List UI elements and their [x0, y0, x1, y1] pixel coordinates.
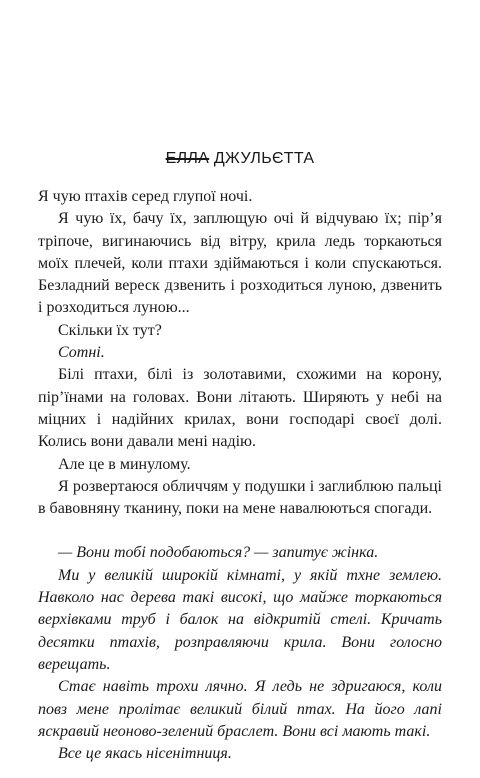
- paragraph: Але це в минулому.: [58, 455, 191, 473]
- chapter-heading: [0, 150, 480, 168]
- paragraph: Сотні.: [58, 344, 105, 362]
- paragraph: Білі птахи, білі із золотавими, схожими на корону, пір’їнами на головах. Вони літають. Ширяють у небі на міцних і надійних крилах, вони господарі своєї долі. Колись вони давали мені надію.: [38, 366, 442, 451]
- section-break: [38, 520, 442, 542]
- struck-name: ЕЛЛА: [165, 150, 210, 167]
- italic-paragraph: Ми у великій широкій кімнаті, у якій тхне землею. Навколо нас дерева такі високі, що майже торкаються верхівками труб і балок на відкритій стелі. Кричать десятки птахів, розправляючи крила. Вони голосно верещать.: [38, 566, 442, 673]
- italic-paragraph: Все це якась нісенітниця.: [58, 745, 232, 763]
- paragraph: Скільки їх тут?: [58, 321, 162, 339]
- paragraph: Я чую їх, бачу їх, заплющую очі й відчуваю їх; пір’я тріпоче, вигинаючись від вітру, крила ледь торкаються моїх плечей, коли птахи здіймаються і коли спускаються. Безладний вереск дзвенить і розходиться луною, дзвенить і розходиться луною...: [38, 210, 442, 317]
- paragraph: Я чую птахів серед глупої ночі.: [38, 188, 253, 205]
- chapter-name: ДЖУЛЬЄТТА: [213, 150, 315, 167]
- page-body: [38, 186, 442, 765]
- italic-paragraph: — Вони тобі подобаються? — запитує жінка.: [58, 544, 379, 562]
- italic-paragraph: Стає навіть трохи лячно. Я ледь не здригаюся, коли повз мене пролітає великий білий птах. На його лапі яскравий неоново-зелений браслет. Вони всі мають такі.: [38, 678, 442, 740]
- paragraph: Я розвертаюся обличчям у подушки і заглиблюю пальці в бавовняну тканину, поки на мене навалюються спогади.: [38, 477, 442, 518]
